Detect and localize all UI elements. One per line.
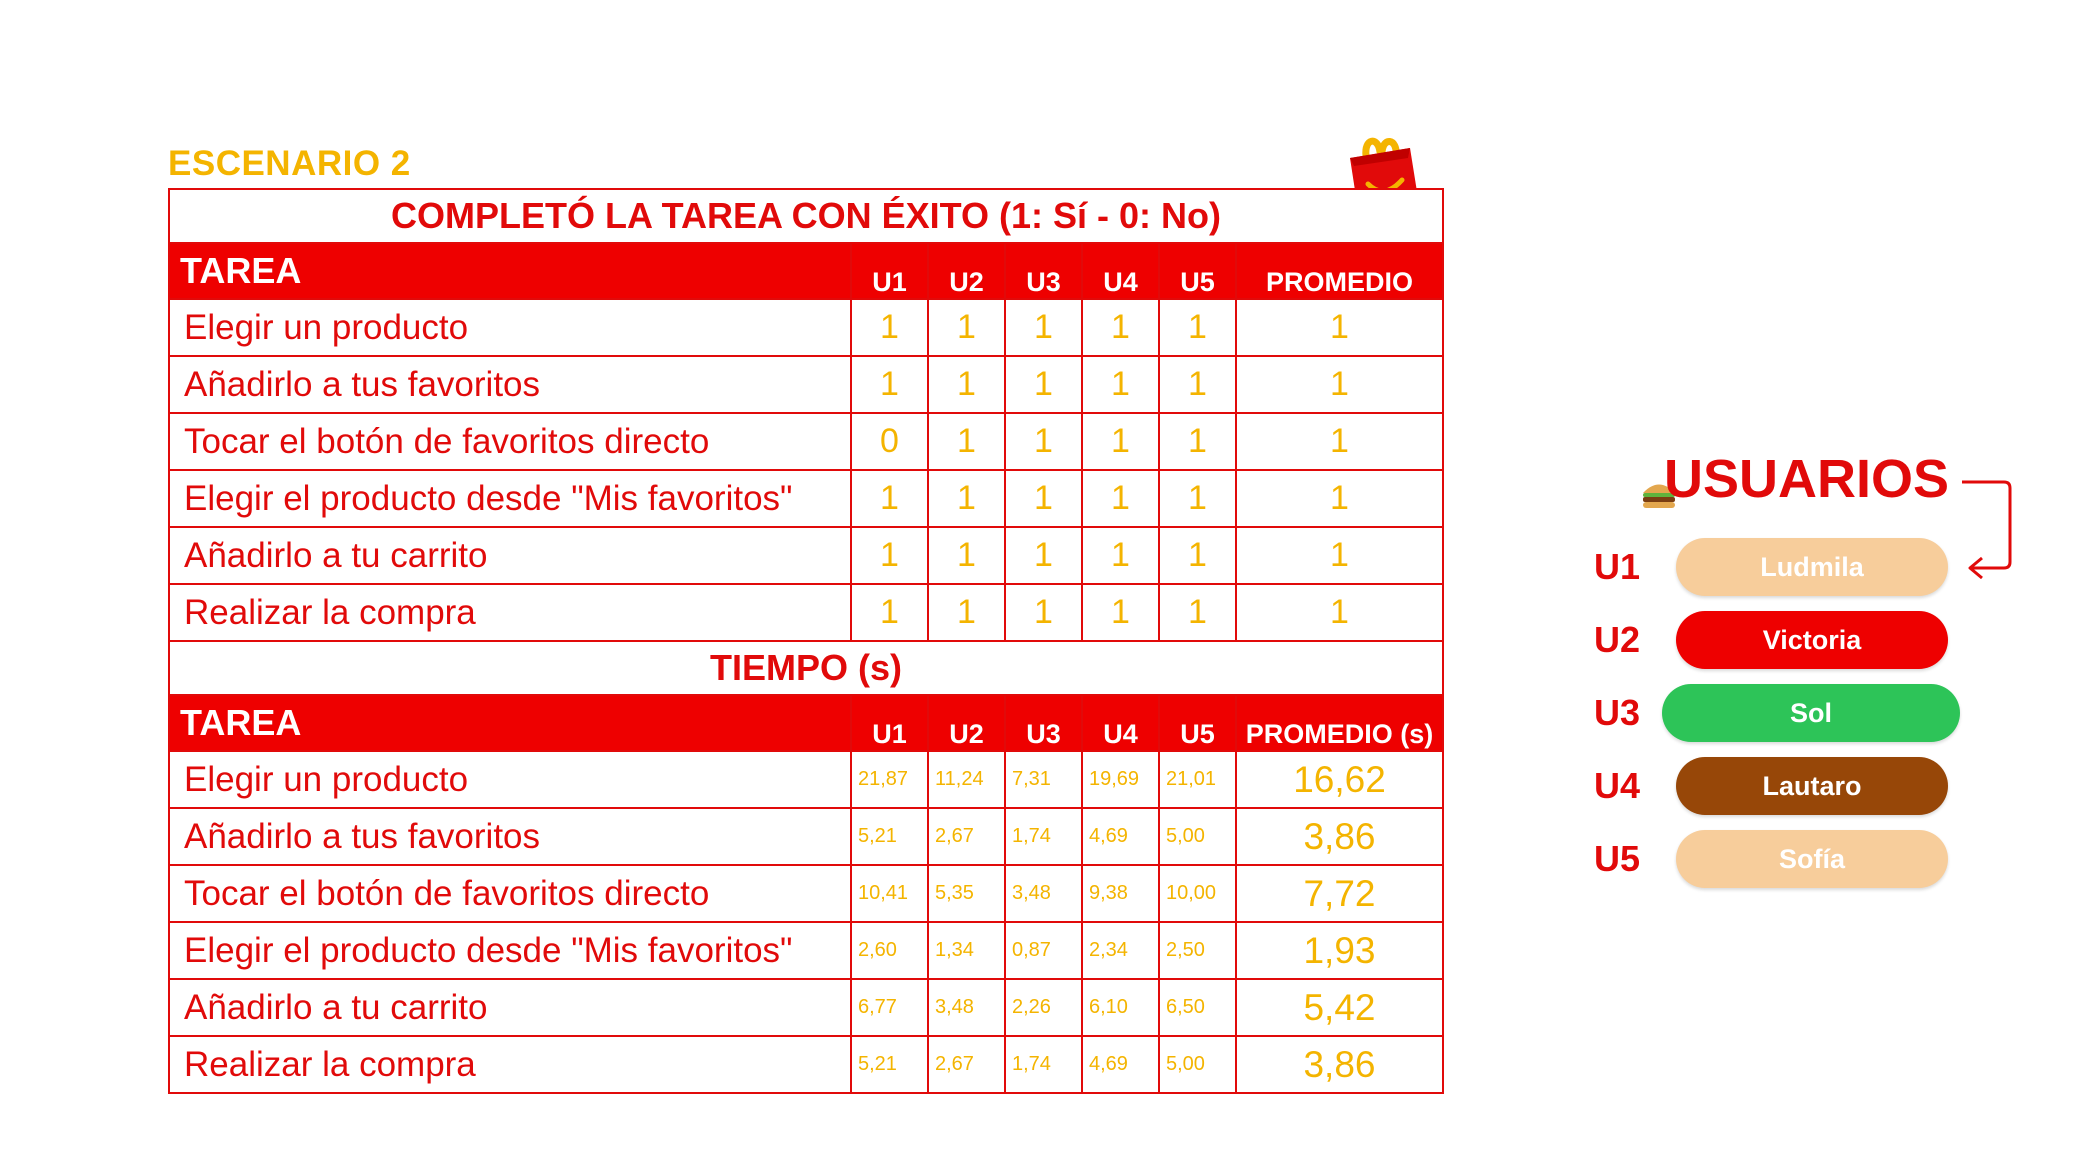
task-cell: Elegir un producto xyxy=(169,751,851,808)
scenario-title: ESCENARIO 2 xyxy=(168,144,411,183)
value-cell: 1 xyxy=(1082,470,1159,527)
value-cell: 19,69 xyxy=(1082,751,1159,808)
value-cell: 1 xyxy=(1082,413,1159,470)
average-cell: 1 xyxy=(1236,299,1443,356)
column-header-u1: U1 xyxy=(851,695,928,751)
column-header-u5: U5 xyxy=(1159,243,1236,299)
user-code: U3 xyxy=(1594,692,1641,733)
value-cell: 1 xyxy=(928,584,1005,641)
success-table-title: COMPLETÓ LA TAREA CON ÉXITO (1: Sí - 0: No) xyxy=(169,189,1443,243)
user-code: U1 xyxy=(1594,546,1641,587)
average-cell: 1 xyxy=(1236,470,1443,527)
value-cell: 1 xyxy=(1159,413,1236,470)
value-cell: 5,00 xyxy=(1159,1036,1236,1093)
table-row xyxy=(169,413,1443,470)
task-cell: Tocar el botón de favoritos directo xyxy=(169,413,851,470)
time-table-header xyxy=(169,695,1443,751)
column-header-u4: U4 xyxy=(1082,695,1159,751)
success-table-header xyxy=(169,243,1443,299)
value-cell: 5,21 xyxy=(851,808,928,865)
column-header-u4: U4 xyxy=(1082,243,1159,299)
value-cell: 5,35 xyxy=(928,865,1005,922)
value-cell: 1 xyxy=(1005,527,1082,584)
table-row xyxy=(169,922,1443,979)
user-pill-victoria: Victoria xyxy=(1676,611,1948,669)
column-header-task: TAREA xyxy=(169,695,851,751)
average-cell: 3,86 xyxy=(1236,1036,1443,1093)
user-code: U4 xyxy=(1594,765,1641,806)
average-cell: 5,42 xyxy=(1236,979,1443,1036)
column-header-u3: U3 xyxy=(1005,695,1082,751)
users-title: USUARIOS xyxy=(1664,449,1950,509)
value-cell: 1,74 xyxy=(1005,1036,1082,1093)
task-cell: Elegir el producto desde "Mis favoritos" xyxy=(169,470,851,527)
average-cell: 1 xyxy=(1236,584,1443,641)
task-cell: Realizar la compra xyxy=(169,1036,851,1093)
value-cell: 3,48 xyxy=(928,979,1005,1036)
value-cell: 1 xyxy=(928,527,1005,584)
value-cell: 1 xyxy=(1005,356,1082,413)
task-cell: Añadirlo a tu carrito xyxy=(169,527,851,584)
column-header-u2: U2 xyxy=(928,243,1005,299)
table-row xyxy=(169,808,1443,865)
table-row xyxy=(169,979,1443,1036)
value-cell: 1 xyxy=(1082,527,1159,584)
value-cell: 2,26 xyxy=(1005,979,1082,1036)
value-cell: 4,69 xyxy=(1082,1036,1159,1093)
value-cell: 1 xyxy=(928,470,1005,527)
value-cell: 1 xyxy=(928,356,1005,413)
value-cell: 1 xyxy=(1082,584,1159,641)
value-cell: 2,34 xyxy=(1082,922,1159,979)
value-cell: 6,77 xyxy=(851,979,928,1036)
column-header-u3: U3 xyxy=(1005,243,1082,299)
value-cell: 1 xyxy=(1005,413,1082,470)
value-cell: 1 xyxy=(851,356,928,413)
average-cell: 1 xyxy=(1236,413,1443,470)
value-cell: 11,24 xyxy=(928,751,1005,808)
task-cell: Añadirlo a tus favoritos xyxy=(169,808,851,865)
table-row xyxy=(169,865,1443,922)
value-cell: 1 xyxy=(1159,470,1236,527)
value-cell: 6,50 xyxy=(1159,979,1236,1036)
value-cell: 1 xyxy=(851,299,928,356)
user-pill-sofia: Sofía xyxy=(1676,830,1948,888)
average-cell: 1 xyxy=(1236,356,1443,413)
value-cell: 1 xyxy=(1005,584,1082,641)
user-pill-sol: Sol xyxy=(1662,684,1960,742)
value-cell: 1 xyxy=(851,470,928,527)
table-row xyxy=(169,1036,1443,1093)
value-cell: 4,69 xyxy=(1082,808,1159,865)
user-pill-lautaro: Lautaro xyxy=(1676,757,1948,815)
value-cell: 1 xyxy=(851,584,928,641)
value-cell: 1 xyxy=(1082,299,1159,356)
value-cell: 10,00 xyxy=(1159,865,1236,922)
column-header-u2: U2 xyxy=(928,695,1005,751)
task-cell: Añadirlo a tu carrito xyxy=(169,979,851,1036)
value-cell: 1 xyxy=(928,413,1005,470)
column-header-task: TAREA xyxy=(169,243,851,299)
task-cell: Elegir un producto xyxy=(169,299,851,356)
value-cell: 1,74 xyxy=(1005,808,1082,865)
value-cell: 6,10 xyxy=(1082,979,1159,1036)
value-cell: 10,41 xyxy=(851,865,928,922)
value-cell: 21,01 xyxy=(1159,751,1236,808)
column-header-u5: U5 xyxy=(1159,695,1236,751)
user-code: U5 xyxy=(1594,838,1641,879)
column-header-average: PROMEDIO (s) xyxy=(1236,695,1443,751)
table-row xyxy=(169,584,1443,641)
value-cell: 1 xyxy=(1159,584,1236,641)
user-row-u5 xyxy=(1594,830,1964,890)
average-cell: 7,72 xyxy=(1236,865,1443,922)
task-cell: Añadirlo a tus favoritos xyxy=(169,356,851,413)
value-cell: 1 xyxy=(928,299,1005,356)
value-cell: 1 xyxy=(851,527,928,584)
value-cell: 1 xyxy=(1082,356,1159,413)
value-cell: 5,21 xyxy=(851,1036,928,1093)
task-cell: Elegir el producto desde "Mis favoritos" xyxy=(169,922,851,979)
value-cell: 21,87 xyxy=(851,751,928,808)
value-cell: 1 xyxy=(1005,299,1082,356)
table-row xyxy=(169,299,1443,356)
table-row xyxy=(169,356,1443,413)
value-cell: 7,31 xyxy=(1005,751,1082,808)
value-cell: 2,67 xyxy=(928,1036,1005,1093)
time-table-title: TIEMPO (s) xyxy=(169,641,1443,695)
task-cell: Realizar la compra xyxy=(169,584,851,641)
user-row-u2 xyxy=(1594,611,1964,671)
average-cell: 3,86 xyxy=(1236,808,1443,865)
column-header-u1: U1 xyxy=(851,243,928,299)
average-cell: 16,62 xyxy=(1236,751,1443,808)
value-cell: 9,38 xyxy=(1082,865,1159,922)
value-cell: 1 xyxy=(1159,356,1236,413)
average-cell: 1 xyxy=(1236,527,1443,584)
table-row xyxy=(169,470,1443,527)
user-code: U2 xyxy=(1594,619,1641,660)
value-cell: 1 xyxy=(1159,299,1236,356)
value-cell: 5,00 xyxy=(1159,808,1236,865)
value-cell: 0 xyxy=(851,413,928,470)
user-pill-ludmila: Ludmila xyxy=(1676,538,1948,596)
value-cell: 1,34 xyxy=(928,922,1005,979)
value-cell: 2,67 xyxy=(928,808,1005,865)
task-cell: Tocar el botón de favoritos directo xyxy=(169,865,851,922)
column-header-average: PROMEDIO xyxy=(1236,243,1443,299)
results-table xyxy=(168,188,1444,1094)
user-row-u4 xyxy=(1594,757,1964,817)
value-cell: 1 xyxy=(1005,470,1082,527)
value-cell: 1 xyxy=(1159,527,1236,584)
user-row-u1 xyxy=(1594,538,1964,598)
value-cell: 3,48 xyxy=(1005,865,1082,922)
user-row-u3 xyxy=(1594,684,1964,744)
average-cell: 1,93 xyxy=(1236,922,1443,979)
value-cell: 2,50 xyxy=(1159,922,1236,979)
value-cell: 0,87 xyxy=(1005,922,1082,979)
value-cell: 2,60 xyxy=(851,922,928,979)
curved-arrow-icon xyxy=(1960,470,2020,580)
table-row xyxy=(169,527,1443,584)
table-row xyxy=(169,751,1443,808)
